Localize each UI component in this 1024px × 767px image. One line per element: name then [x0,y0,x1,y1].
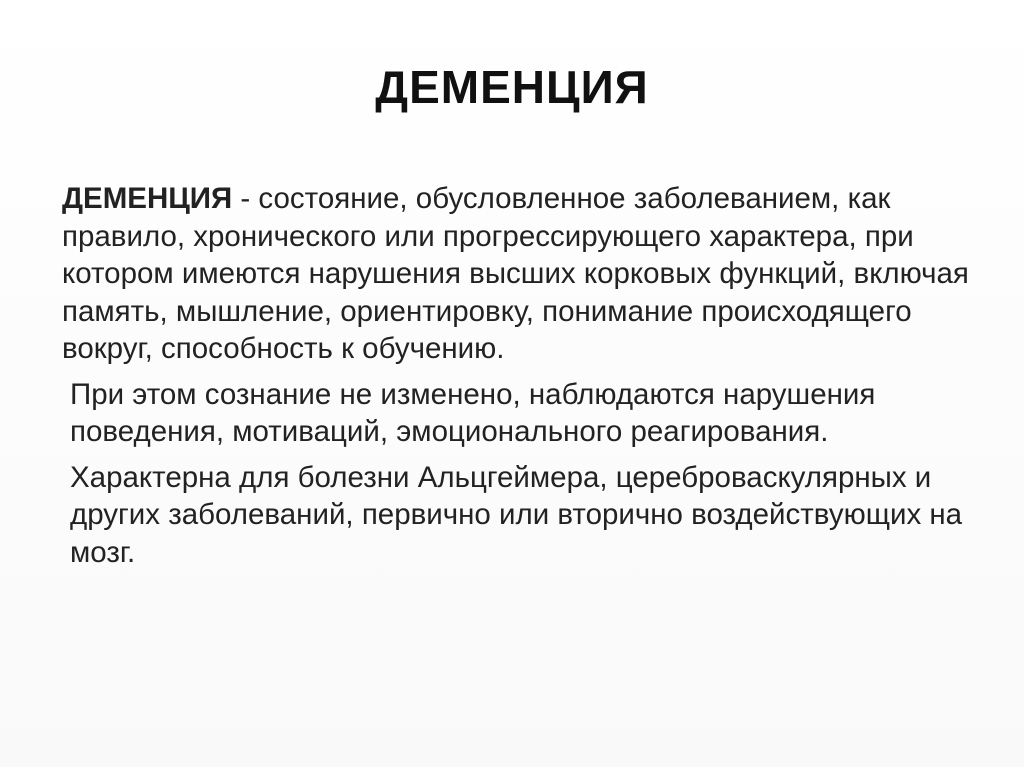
consciousness-paragraph: При этом сознание не изменено, наблюдаются нарушения поведения, мотиваций, эмоционального реагирования. [70,377,876,448]
diseases-paragraph: Характерна для болезни Альцгеймера, цереброваскулярных и других заболеваний, первично или вторично воздействующих на мозг. [70,460,963,569]
definition-text: - состояние, обусловленное заболеванием, как правило, хронического или прогрессирующего характера, при котором имеются нарушения высших корковых функций, включая память, мышление, ориентировку, понимание происходящего вокруг, способность к обучению. [62,182,969,365]
slide-body [62,180,982,571]
definition-paragraph [62,180,982,368]
slide-title: ДЕМЕНЦИЯ [375,61,649,113]
definition-term: ДЕМЕНЦИЯ [62,182,233,215]
